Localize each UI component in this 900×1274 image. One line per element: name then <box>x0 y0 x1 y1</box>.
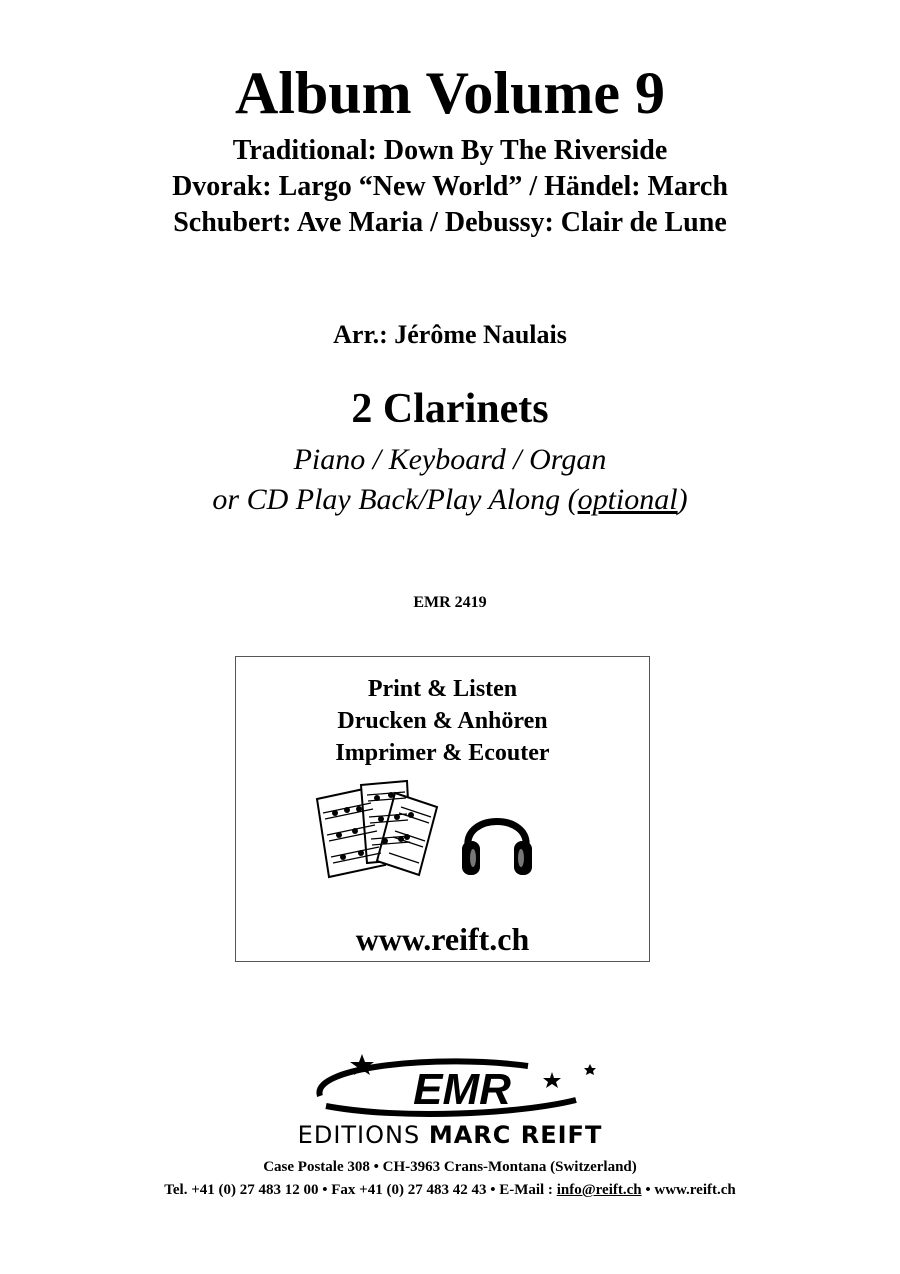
print-listen-box <box>235 656 650 962</box>
publisher-name-part: MARC <box>428 1121 521 1149</box>
headphones-icon <box>458 799 536 879</box>
contact-website[interactable]: • www.reift.ch <box>641 1182 736 1198</box>
accompaniment-line: Piano / Keyboard / Organ <box>293 443 607 476</box>
print-listen-line: Drucken & Anhören <box>337 708 548 734</box>
publisher-name <box>0 1120 900 1150</box>
website-link[interactable]: www.reift.ch <box>355 921 530 957</box>
piece-line: Schubert: Ave Maria / Debussy: Clair de Lune <box>173 207 727 238</box>
publisher-name-part: REIFT <box>520 1121 603 1149</box>
publisher-name-part: EDITIONS <box>297 1121 429 1149</box>
email-link[interactable]: info@reift.ch <box>556 1182 642 1198</box>
accompaniment-info <box>0 440 900 520</box>
print-listen-line: Print & Listen <box>367 676 518 702</box>
publisher-address: Case Postale 308 • CH-3963 Crans-Montana (Switzerland) <box>263 1159 637 1175</box>
accompaniment-suffix: ) <box>677 483 688 516</box>
logo-text: EMR <box>413 1065 511 1114</box>
instrumentation: 2 Clarinets <box>351 386 549 432</box>
optional-label: optional <box>577 483 678 516</box>
emr-logo <box>290 1052 610 1124</box>
album-title: Album Volume 9 <box>234 60 666 126</box>
catalog-number: EMR 2419 <box>413 594 487 611</box>
arranger-credit: Arr.: Jérôme Naulais <box>333 320 567 349</box>
piece-line: Traditional: Down By The Riverside <box>232 135 668 166</box>
print-listen-text <box>236 673 649 769</box>
accompaniment-prefix: or CD Play Back/Play Along ( <box>212 483 578 516</box>
sheet-music-icon <box>311 779 441 879</box>
piece-list <box>0 133 900 241</box>
contact-phone-fax: Tel. +41 (0) 27 483 12 00 • Fax +41 (0) 27 483 42 43 • E-Mail : <box>164 1182 557 1198</box>
print-listen-line: Imprimer & Ecouter <box>335 740 550 766</box>
piece-line: Dvorak: Largo “New World” / Händel: March <box>172 171 728 202</box>
accompaniment-line <box>0 480 900 520</box>
publisher-contact <box>0 1180 900 1200</box>
